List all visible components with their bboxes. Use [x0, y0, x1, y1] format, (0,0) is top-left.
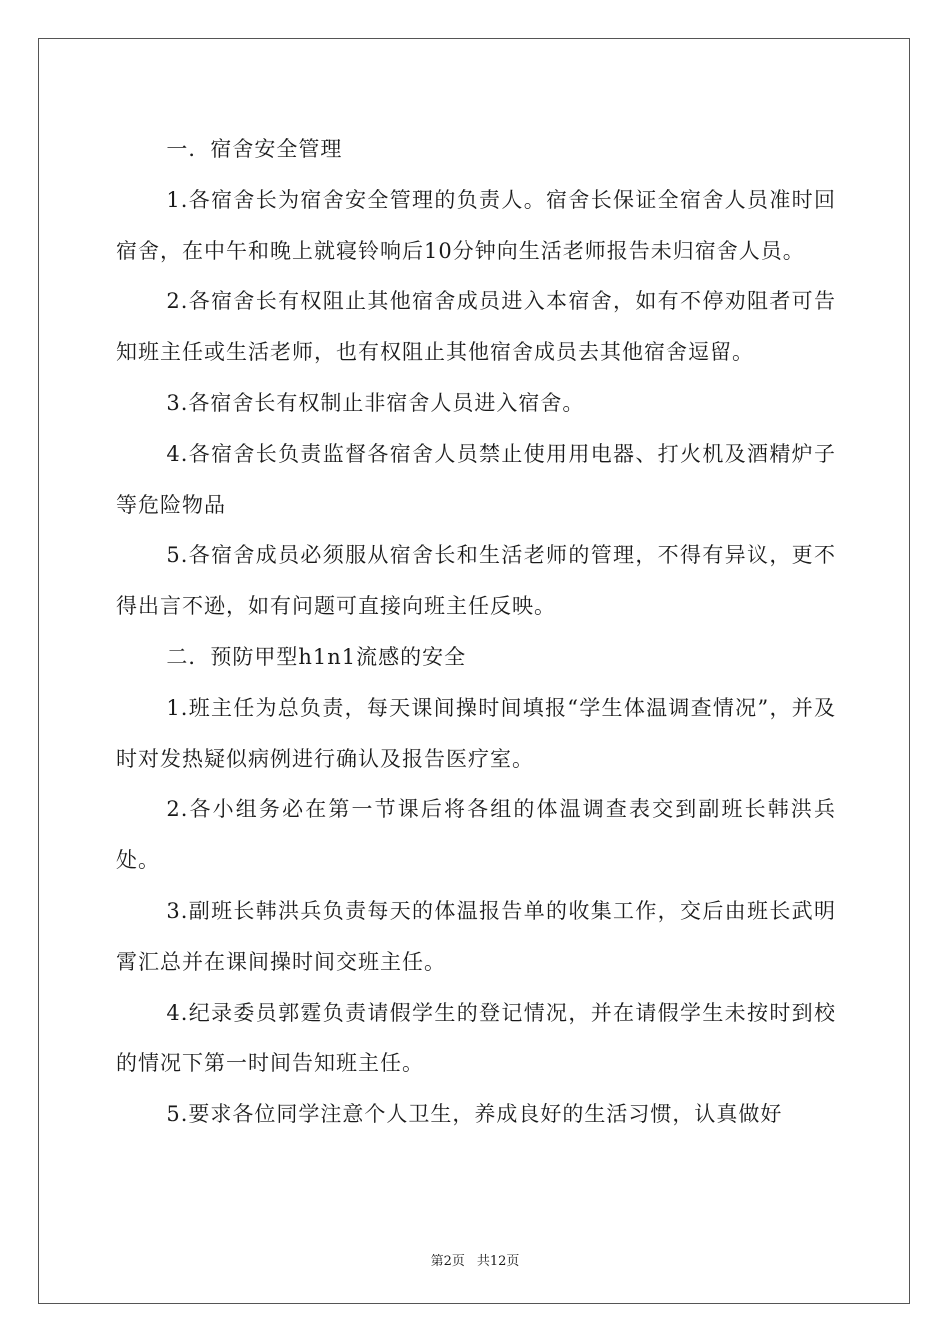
- section-heading: 二．预防甲型h1n1流感的安全: [166, 644, 467, 669]
- paragraph: 4.各宿舍长负责监督各宿舍人员禁止使用用电器、打火机及酒精炉子等危险物品: [116, 441, 836, 517]
- section-heading: 一．宿舍安全管理: [166, 137, 343, 161]
- page-number: 第2页: [430, 1254, 465, 1269]
- paragraph: 3.副班长韩洪兵负责每天的体温报告单的收集工作，交后由班长武明霄汇总并在课间操时间交班主任。: [116, 898, 836, 974]
- paragraph: 5.各宿舍成员必须服从宿舍长和生活老师的管理，不得有异议，更不得出言不逊，如有问题可直接向班主任反映。: [116, 543, 836, 619]
- page-total: 共12页: [476, 1254, 520, 1269]
- paragraph: 5.要求各位同学注意个人卫生，养成良好的生活习惯，认真做好: [166, 1102, 783, 1127]
- paragraph: 1.各宿舍长为宿舍安全管理的负责人。宿舍长保证全宿舍人员准时回宿舍，在中午和晚上就寝铃响后10分钟向生活老师报告未归宿舍人员。: [116, 187, 836, 263]
- page-footer: [0, 1250, 950, 1269]
- paragraph: 4.纪录委员郭霆负责请假学生的登记情况，并在请假学生未按时到校的情况下第一时间告知班主任。: [116, 1000, 836, 1076]
- paragraph: 2.各小组务必在第一节课后将各组的体温调查表交到副班长韩洪兵处。: [116, 797, 836, 873]
- paragraph: 2.各宿舍长有权阻止其他宿舍成员进入本宿舍，如有不停劝阻者可告知班主任或生活老师，也有权阻止其他宿舍成员去其他宿舍逗留。: [116, 289, 836, 365]
- document-body: [116, 124, 836, 1140]
- paragraph: 3.各宿舍长有权制止非宿舍人员进入宿舍。: [166, 390, 585, 415]
- paragraph: 1.班主任为总负责，每天课间操时间填报“学生体温调查情况”，并及时对发热疑似病例进行确认及报告医疗室。: [116, 695, 836, 771]
